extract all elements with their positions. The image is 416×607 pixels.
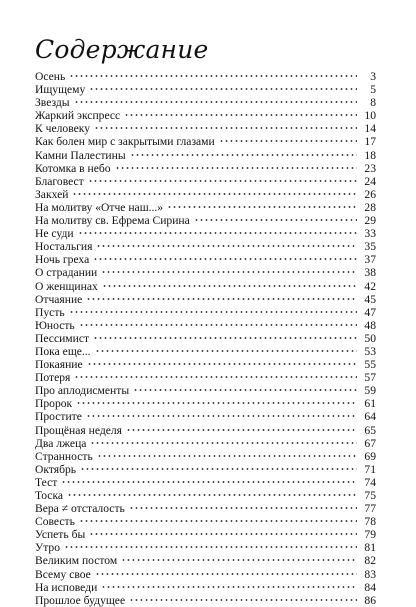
toc-entry-title: Жаркий экспресс xyxy=(35,109,121,123)
toc-entry-title: Октябрь xyxy=(35,462,77,476)
toc-entry xyxy=(35,450,376,463)
toc-entry-title: Всему свое xyxy=(35,567,91,581)
toc-entry xyxy=(35,568,376,581)
dot-leader xyxy=(167,206,357,208)
dot-leader xyxy=(97,455,357,457)
toc-entry-title: Ностальгия xyxy=(35,240,93,254)
toc-entry-page-number: 81 xyxy=(364,541,376,555)
toc-entry xyxy=(35,345,376,358)
toc-entry-page-number: 53 xyxy=(364,344,376,358)
toc-entry-title: На молитву «Отче наш...» xyxy=(35,200,164,214)
dot-leader xyxy=(219,140,357,142)
toc-title: Содержание xyxy=(35,35,209,64)
toc-entry xyxy=(35,227,376,240)
toc-entry-title: О страдании xyxy=(35,266,98,280)
toc-entry-page-number: 59 xyxy=(364,384,376,398)
dot-leader xyxy=(89,533,357,535)
toc-entry-page-number: 75 xyxy=(364,489,376,502)
toc-entry-title: На молитву св. Ефрема Сирина xyxy=(35,214,190,228)
toc-entry-title: Вера ≠ отсталость xyxy=(35,502,125,516)
toc-entry-title: Утро xyxy=(35,541,61,555)
toc-entry xyxy=(35,240,376,253)
dot-leader xyxy=(69,75,357,77)
toc-entry-page-number: 78 xyxy=(364,515,376,529)
dot-leader xyxy=(74,101,357,103)
toc-entry-title: К человеку xyxy=(35,122,91,136)
toc-entry xyxy=(35,410,376,423)
dot-leader xyxy=(133,389,357,391)
toc-entry xyxy=(35,332,376,345)
dot-leader xyxy=(101,271,357,273)
toc-entry-page-number: 55 xyxy=(364,358,376,372)
toc-entry-page-number: 38 xyxy=(364,266,376,280)
dot-leader xyxy=(194,219,357,221)
toc-entry-title: Пророк xyxy=(35,397,73,411)
dot-leader xyxy=(126,429,357,431)
toc-entry xyxy=(35,162,376,175)
toc-entry-title: Закхей xyxy=(35,187,69,201)
toc-entry-page-number: 37 xyxy=(364,253,376,267)
dot-leader xyxy=(64,546,357,548)
toc-entry xyxy=(35,476,376,489)
toc-entry xyxy=(35,319,376,332)
toc-entry-page-number: 8 xyxy=(370,96,376,110)
toc-entry-title: На исповеди xyxy=(35,580,98,594)
toc-entry xyxy=(35,489,376,502)
toc-entry-title: Пессимист xyxy=(35,331,90,345)
dot-leader xyxy=(86,415,357,417)
toc-entry-page-number: 33 xyxy=(364,227,376,241)
toc-list xyxy=(35,70,376,607)
toc-entry-title: Два лжеца xyxy=(35,436,87,450)
dot-leader xyxy=(129,507,357,509)
toc-entry-title: Совесть xyxy=(35,515,75,529)
toc-entry xyxy=(35,528,376,541)
dot-leader xyxy=(96,245,357,247)
toc-entry xyxy=(35,122,376,135)
toc-entry-page-number: 18 xyxy=(364,148,376,162)
toc-entry-page-number: 67 xyxy=(364,436,376,450)
toc-entry-page-number: 86 xyxy=(364,593,376,607)
toc-entry-page-number: 10 xyxy=(364,109,376,123)
toc-entry-page-number: 74 xyxy=(364,475,376,489)
toc-entry xyxy=(35,175,376,188)
dot-leader xyxy=(95,573,357,575)
toc-entry-page-number: 65 xyxy=(364,423,376,437)
toc-entry xyxy=(35,502,376,515)
toc-entry-title: Странность xyxy=(35,449,93,463)
dot-leader xyxy=(89,88,357,90)
toc-entry xyxy=(35,306,376,319)
toc-entry-title: Ищущему xyxy=(35,83,86,97)
toc-entry-title: Великим постом xyxy=(35,554,118,568)
toc-entry-title: Про аплодисменты xyxy=(35,384,130,398)
toc-entry-page-number: 79 xyxy=(364,528,376,542)
dot-leader xyxy=(130,154,357,156)
toc-entry-title: Пока еще... xyxy=(35,344,91,358)
toc-entry-title: Прощёная неделя xyxy=(35,423,122,437)
toc-entry xyxy=(35,554,376,567)
dot-leader xyxy=(102,285,357,287)
dot-leader xyxy=(79,520,357,522)
toc-entry-title: Осень xyxy=(35,70,66,83)
toc-entry-title: Юность xyxy=(35,318,75,332)
toc-entry xyxy=(35,397,376,410)
toc-entry xyxy=(35,83,376,96)
toc-entry xyxy=(35,437,376,450)
toc-entry-title: Тоска xyxy=(35,489,64,502)
toc-entry-page-number: 61 xyxy=(364,397,376,411)
toc-entry xyxy=(35,515,376,528)
toc-entry-page-number: 35 xyxy=(364,240,376,254)
toc-entry-title: Камни Палестины xyxy=(35,148,126,162)
toc-entry-title: Ночь греха xyxy=(35,253,90,267)
toc-entry xyxy=(35,70,376,83)
toc-entry-page-number: 28 xyxy=(364,200,376,214)
toc-entry xyxy=(35,135,376,148)
dot-leader xyxy=(129,599,357,601)
toc-entry xyxy=(35,424,376,437)
toc-entry-title: О женщинах xyxy=(35,279,98,293)
toc-entry-page-number: 77 xyxy=(364,502,376,516)
toc-entry-page-number: 83 xyxy=(364,567,376,581)
toc-entry xyxy=(35,280,376,293)
toc-entry xyxy=(35,581,376,594)
toc-entry-title: Звезды xyxy=(35,96,70,110)
toc-entry-page-number: 29 xyxy=(364,214,376,228)
dot-leader xyxy=(80,468,357,470)
toc-entry xyxy=(35,201,376,214)
toc-entry-page-number: 3 xyxy=(370,70,376,83)
dot-leader xyxy=(95,350,357,352)
dot-leader xyxy=(79,324,357,326)
toc-entry xyxy=(35,358,376,371)
toc-entry-title: Благовест xyxy=(35,174,84,188)
dot-leader xyxy=(61,481,357,483)
dot-leader xyxy=(90,442,357,444)
toc-entry xyxy=(35,594,376,607)
toc-entry-page-number: 26 xyxy=(364,187,376,201)
toc-entry-title: Покаяние xyxy=(35,358,83,372)
toc-entry xyxy=(35,266,376,279)
dot-leader xyxy=(74,376,357,378)
toc-entry xyxy=(35,149,376,162)
toc-entry-title: Тест xyxy=(35,475,58,489)
dot-leader xyxy=(101,586,357,588)
toc-entry-page-number: 45 xyxy=(364,292,376,306)
toc-entry xyxy=(35,541,376,554)
toc-entry xyxy=(35,293,376,306)
toc-entry-page-number: 84 xyxy=(364,580,376,594)
toc-entry-page-number: 82 xyxy=(364,554,376,568)
toc-entry xyxy=(35,109,376,122)
toc-entry-page-number: 14 xyxy=(364,122,376,136)
toc-entry-page-number: 5 xyxy=(370,83,376,97)
toc-entry-title: Отчаяние xyxy=(35,292,83,306)
dot-leader xyxy=(93,258,357,260)
toc-entry-page-number: 71 xyxy=(364,462,376,476)
toc-entry-title: Прошлое будущее xyxy=(35,593,126,607)
dot-leader xyxy=(72,193,357,195)
toc-entry xyxy=(35,463,376,476)
toc-entry-page-number: 69 xyxy=(364,449,376,463)
toc-entry-page-number: 42 xyxy=(364,279,376,293)
dot-leader xyxy=(78,232,357,234)
dot-leader xyxy=(124,114,357,116)
toc-entry xyxy=(35,96,376,109)
toc-entry xyxy=(35,253,376,266)
dot-leader xyxy=(115,167,357,169)
toc-entry-page-number: 50 xyxy=(364,331,376,345)
toc-entry xyxy=(35,371,376,384)
dot-leader xyxy=(67,494,357,496)
dot-leader xyxy=(69,311,357,313)
toc-entry-page-number: 48 xyxy=(364,318,376,332)
toc-entry xyxy=(35,188,376,201)
toc-entry-page-number: 57 xyxy=(364,371,376,385)
dot-leader xyxy=(93,337,357,339)
toc-entry-title: Не суди xyxy=(35,227,74,241)
dot-leader xyxy=(76,402,357,404)
toc-entry-title: Успеть бы xyxy=(35,528,86,542)
toc-entry-page-number: 17 xyxy=(364,135,376,149)
dot-leader xyxy=(94,127,357,129)
toc-entry-page-number: 64 xyxy=(364,410,376,424)
dot-leader xyxy=(86,298,357,300)
toc-entry xyxy=(35,384,376,397)
toc-entry-title: Простите xyxy=(35,410,82,424)
dot-leader xyxy=(87,363,357,365)
toc-entry-page-number: 24 xyxy=(364,174,376,188)
toc-entry-page-number: 47 xyxy=(364,305,376,319)
toc-entry-title: Пусть xyxy=(35,305,65,319)
toc-entry xyxy=(35,214,376,227)
toc-entry-title: Как болен мир с закрытыми глазами xyxy=(35,135,215,149)
dot-leader xyxy=(88,180,357,182)
toc-entry-title: Потеря xyxy=(35,371,71,385)
toc-entry-title: Котомка в небо xyxy=(35,161,111,175)
toc-entry-page-number: 23 xyxy=(364,161,376,175)
dot-leader xyxy=(121,559,357,561)
